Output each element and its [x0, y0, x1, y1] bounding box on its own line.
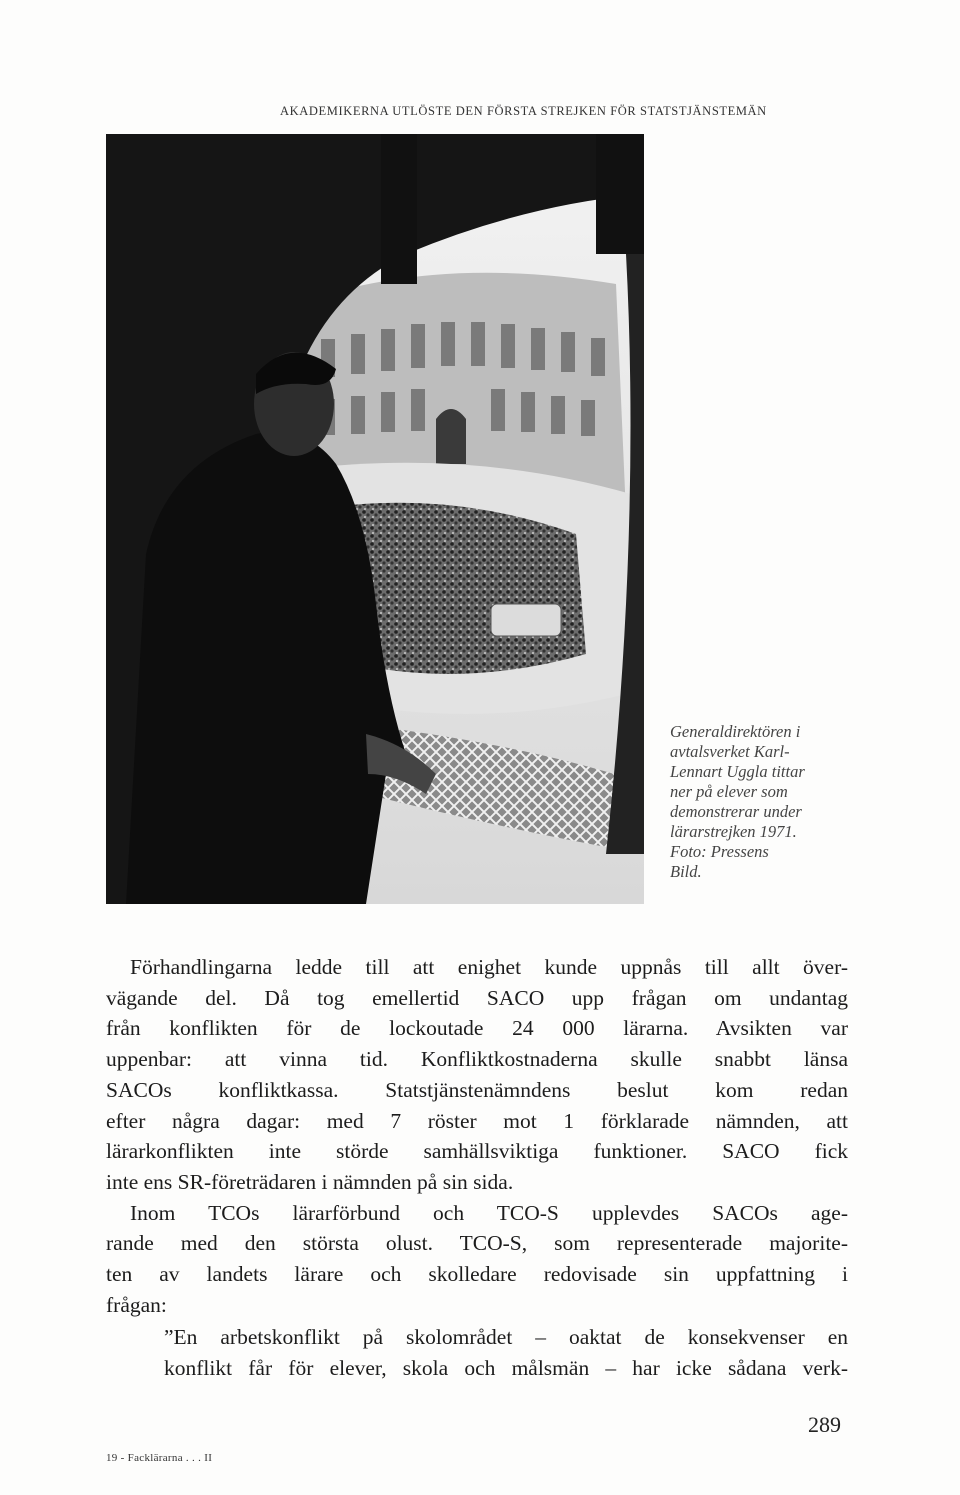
- body-line: frågan:: [106, 1292, 167, 1317]
- body-line: Förhandlingarna ledde till att enighet kunde uppnås till allt över-: [130, 955, 848, 979]
- body-line: lärarkonflikten inte störde samhällsviktiga funktioner. SACO fick: [106, 1139, 848, 1164]
- caption-line: Generaldirektören i: [670, 722, 801, 741]
- quote-line: ”En arbetskonflikt på skolområdet – oaktat de konsekvenser en: [164, 1325, 848, 1349]
- caption-line: demonstrerar under: [670, 802, 802, 821]
- photo-caption: [670, 722, 855, 882]
- block-quote: [164, 1322, 848, 1383]
- body-line: efter några dagar: med 7 röster mot 1 förklarade nämnden, att: [106, 1108, 848, 1133]
- caption-line: Bild.: [670, 862, 702, 881]
- caption-line: lärarstrejken 1971.: [670, 822, 797, 841]
- body-line: vägande del. Då tog emellertid SACO upp frågan om undantag: [106, 985, 848, 1010]
- body-text: [106, 952, 848, 1320]
- running-head: AKADEMIKERNA UTLÖSTE DEN FÖRSTA STREJKEN FÖR STATSTJÄNSTEMÄN: [280, 104, 767, 118]
- photograph-protest: [106, 134, 644, 904]
- footer-signature: 19 - Facklärarna . . . II: [106, 1452, 213, 1464]
- body-line: inte ens SR-företrädaren i nämnden på sin sida.: [106, 1169, 514, 1194]
- caption-line: Foto: Pressens: [670, 842, 769, 861]
- body-line: från konflikten för de lockoutade 24 000 lärarna. Avsikten var: [106, 1016, 848, 1041]
- body-line: ten av landets lärare och skolledare redovisade sin uppfattning i: [106, 1262, 848, 1287]
- body-line: rande med den största olust. TCO-S, som representerade majorite-: [106, 1231, 848, 1256]
- body-line: uppenbar: att vinna tid. Konfliktkostnaderna skulle snabbt länsa: [106, 1047, 848, 1072]
- quote-line: konflikt får för elever, skola och målsmän – har icke sådana verk-: [164, 1355, 848, 1380]
- caption-line: Lennart Uggla tittar: [670, 762, 805, 781]
- page-number: 289: [808, 1412, 841, 1437]
- caption-line: avtalsverket Karl-: [670, 742, 790, 761]
- body-line: SACOs konfliktkassa. Statstjänstenämndens beslut kom redan: [106, 1077, 848, 1102]
- body-line: Inom TCOs lärarförbund och TCO-S upplevdes SACOs age-: [130, 1200, 848, 1225]
- caption-line: ner på elever som: [670, 782, 788, 801]
